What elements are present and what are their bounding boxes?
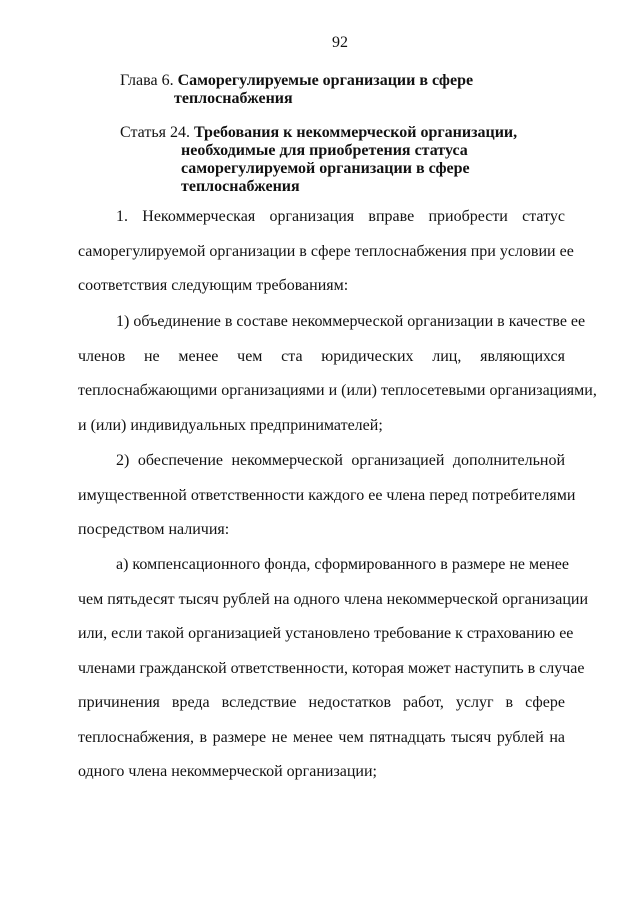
chapter-prefix: Глава 6. <box>120 72 174 89</box>
paragraph-line: членов не менее чем ста юридических лиц, являющихся <box>78 347 565 365</box>
article-prefix: Статья 24. <box>120 124 190 141</box>
paragraph-3 <box>78 444 576 548</box>
paragraph-line: членами гражданской ответственности, которая может наступить в случае <box>78 659 585 677</box>
paragraph-line: соответствия следующим требованиям: <box>78 277 349 294</box>
chapter-title-line: теплоснабжения <box>174 90 293 107</box>
paragraph-line: саморегулируемой организации в сфере теплоснабжения при условии ее <box>78 242 574 260</box>
paragraph-line: 2) обеспечение некоммерческой организацией дополнительной <box>116 452 565 469</box>
paragraph-2 <box>78 305 597 443</box>
paragraph-line: или, если такой организацией установлено требование к страхованию ее <box>78 625 574 642</box>
paragraph-line: 1. Некоммерческая организация вправе приобрести статус <box>116 208 565 225</box>
chapter-title-line: Саморегулируемые организации в сфере <box>177 72 474 89</box>
article-heading <box>120 124 517 196</box>
paragraph-1 <box>78 200 574 304</box>
article-title-line: необходимые для приобретения статуса <box>181 142 468 159</box>
paragraph-4 <box>78 548 589 790</box>
article-title-line: теплоснабжения <box>181 178 300 195</box>
paragraph-line: и (или) индивидуальных предпринимателей; <box>78 416 383 434</box>
paragraph-line: а) компенсационного фонда, сформированного в размере не менее <box>116 556 569 573</box>
article-title-line: Требования к некоммерческой организации, <box>193 124 518 141</box>
paragraph-line: причинения вреда вследствие недостатков работ, услуг в сфере <box>78 694 565 711</box>
chapter-heading <box>120 72 473 108</box>
article-title-line: саморегулируемой организации в сфере <box>181 160 470 177</box>
paragraph-line: теплоснабжения, в размере не менее чем пятнадцать тысяч рублей на <box>78 728 565 746</box>
paragraph-line: чем пятьдесят тысяч рублей на одного члена некоммерческой организации <box>78 590 589 608</box>
paragraph-line: одного члена некоммерческой организации; <box>78 763 377 780</box>
page-number: 92 <box>332 34 348 51</box>
paragraph-line: посредством наличия: <box>78 521 230 538</box>
paragraph-line: теплоснабжающими организациями и (или) теплосетевыми организациями, <box>78 382 597 399</box>
paragraph-line: имущественной ответственности каждого ее члена перед потребителями <box>78 486 576 504</box>
paragraph-line: 1) объединение в составе некоммерческой организации в качестве ее <box>116 313 586 330</box>
